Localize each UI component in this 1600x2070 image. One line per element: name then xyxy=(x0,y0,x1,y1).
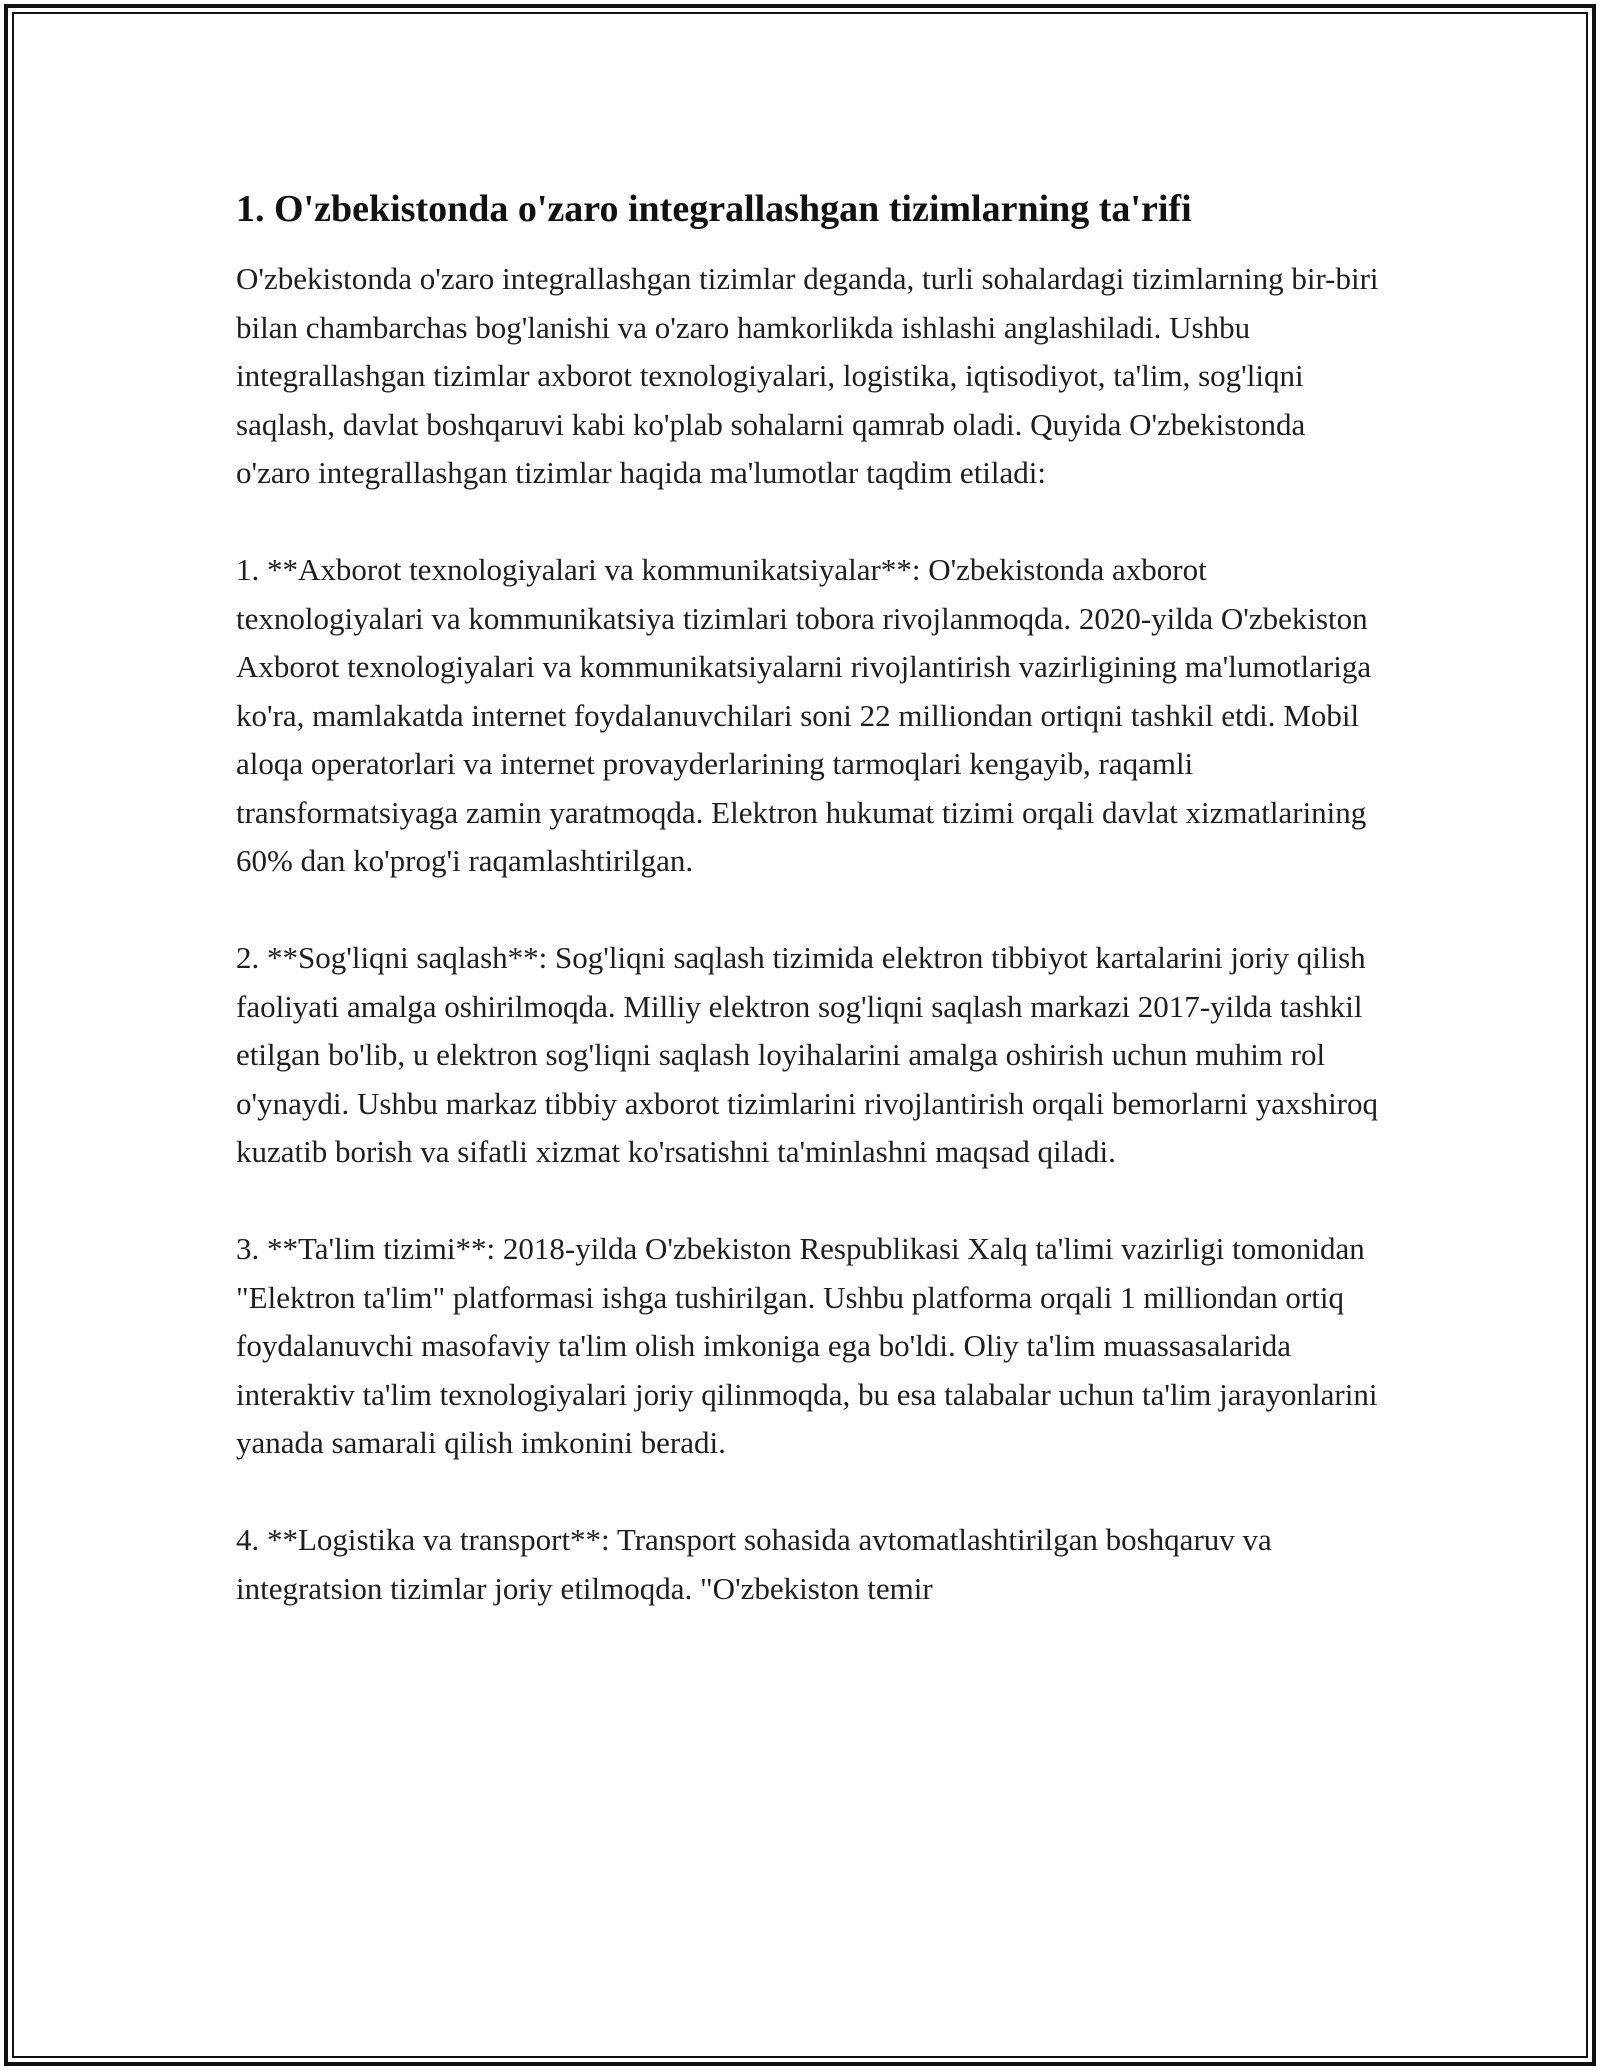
paragraph-education: 3. **Ta'lim tizimi**: 2018-yilda O'zbekiston Respublikasi Xalq ta'limi vazirligi tomonidan "Elektron ta'lim" platformasi ishga tushirilgan. Ushbu platforma orqali 1 milliondan ortiq foydalanuvchi masofaviy ta'lim olish imkoniga ega bo'ldi. Oliy ta'lim muassasalarida interaktiv ta'lim texnologiyalari joriy qilinmoqda, bu esa talabalar uchun ta'lim jarayonlarini yanada samarali qilish imkonini beradi. xyxy=(236,1231,1378,1460)
document-title: 1. O'zbekistonda o'zaro integrallashgan tizimlarning ta'rifi xyxy=(236,188,1192,230)
paragraph-logistics: 4. **Logistika va transport**: Transport sohasida avtomatlashtirilgan boshqaruv va integratsion tizimlar joriy etilmoqda. "O'zbekiston temir xyxy=(236,1522,1272,1606)
paragraph-it-communications: 1. **Axborot texnologiyalari va kommunikatsiyalar**: O'zbekistonda axborot texnologiyalari va kommunikatsiya tizimlari tobora rivojlanmoqda. 2020-yilda O'zbekiston Axborot texnologiyalari va kommunikatsiyalarni rivojlantirish vazirligining ma'lumotlariga ko'ra, mamlakatda internet foydalanuvchilari soni 22 milliondan ortiqni tashkil etdi. Mobil aloqa operatorlari va internet provayderlarining tarmoqlari kengayib, raqamli transformatsiyaga zamin yaratmoqda. Elektron hukumat tizimi orqali davlat xizmatlarining 60% dan ko'prog'i raqamlashtirilgan. xyxy=(236,552,1372,878)
document-body xyxy=(236,185,1386,1662)
paragraph-healthcare: 2. **Sog'liqni saqlash**: Sog'liqni saqlash tizimida elektron tibbiyot kartalarini joriy qilish faoliyati amalga oshirilmoqda. Milliy elektron sog'liqni saqlash markazi 2017-yilda tashkil etilgan bo'lib, u elektron sog'liqni saqlash loyihalarini amalga oshirish uchun muhim rol o'ynaydi. Ushbu markaz tibbiy axborot tizimlarini rivojlantirish orqali bemorlarni yaxshiroq kuzatib borish va sifatli xizmat ko'rsatishni ta'minlashni maqsad qiladi. xyxy=(236,940,1379,1169)
intro-paragraph: O'zbekistonda o'zaro integrallashgan tizimlar deganda, turli sohalardagi tizimlarning bir-biri bilan chambarchas bog'lanishi va o'zaro hamkorlikda ishlashi anglashiladi. Ushbu integrallashgan tizimlar axborot texnologiyalari, logistika, iqtisodiyot, ta'lim, sog'liqni saqlash, davlat boshqaruvi kabi ko'plab sohalarni qamrab oladi. Quyida O'zbekistonda o'zaro integrallashgan tizimlar haqida ma'lumotlar taqdim etiladi: xyxy=(236,261,1379,490)
